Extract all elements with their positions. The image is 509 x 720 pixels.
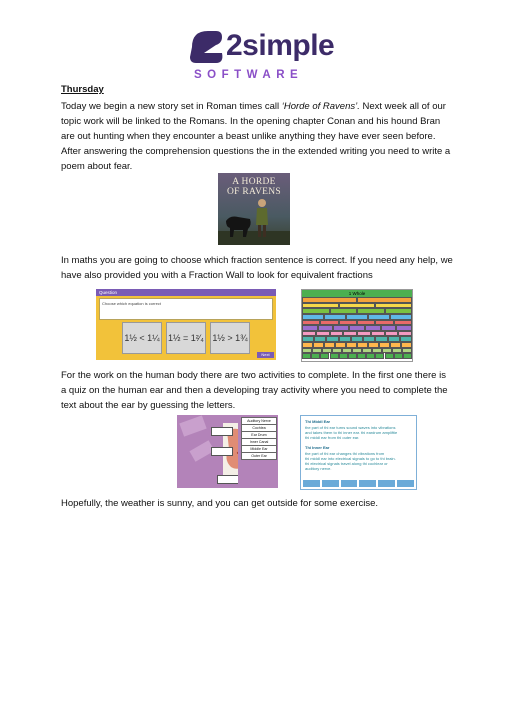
tray-button[interactable] <box>378 480 395 487</box>
logo-wordmark: 2simple <box>226 29 335 62</box>
fraction-wall-cell <box>394 353 403 359</box>
fraction-wall-cell <box>375 353 384 359</box>
ear-label-ear-drum[interactable]: Ear Drum <box>241 431 277 439</box>
fraction-wall-cell <box>357 353 366 359</box>
book-cover-title: A HORDE OF RAVENS <box>227 177 281 197</box>
tray-button[interactable] <box>397 480 414 487</box>
paragraph-story: Today we begin a new story set in Roman times call ‘Horde of Ravens’. Next week all of our topic work will be linked to the Romans. In the opening chapter Conan and his hound Bran are out hunting when they encounter a beast unlike anything they have ever seen before. After answering the comprehension questions the in the extended writing you need to write a poem about fear. <box>61 101 451 172</box>
tray-line: thi middl ear from thi outer ear. <box>305 435 360 440</box>
tray-line: Thi Inner Ear <box>305 445 330 450</box>
tray-line: the part of thi ear changes thi vibrations from <box>305 451 385 456</box>
answer-slot[interactable] <box>211 427 233 436</box>
quiz-header-label: Question <box>99 290 118 295</box>
ear-label-auditory-nerve[interactable]: Auditory Nerve <box>241 417 277 425</box>
tray-line: and takes them to thi inner ear. thi eardrum ampliftie <box>305 430 398 435</box>
paragraph-closing: Hopefully, the weather is sunny, and you can get outside for some exercise. <box>61 498 379 509</box>
fraction-wall-cell <box>320 353 329 359</box>
quiz-prompt-box <box>99 298 273 320</box>
fraction-wall-cell <box>348 353 357 359</box>
fraction-wall-cell <box>302 353 311 359</box>
tray-line: the part of thi ear turns sound waves into vibrations <box>305 425 396 430</box>
answer-slot[interactable] <box>211 447 233 456</box>
ear-label-middle-ear[interactable]: Middle Ear <box>241 445 277 453</box>
fraction-wall-cell <box>403 353 412 359</box>
developing-tray-screenshot[interactable] <box>300 415 417 490</box>
fraction-wall-cell <box>330 353 339 359</box>
quiz-prompt-text: Choose which equation is correct <box>102 301 161 306</box>
tray-line: thi electrical signals travel along thi cochlear or <box>305 461 388 466</box>
book-cover-image[interactable] <box>218 173 290 245</box>
fraction-wall-cell <box>366 353 375 359</box>
fraction-wall-header: 1 Whole <box>302 290 412 297</box>
tray-button[interactable] <box>303 480 320 487</box>
fraction-wall-cell <box>385 353 394 359</box>
page-heading: Thursday <box>61 84 104 95</box>
fraction-quiz-screenshot[interactable] <box>96 289 276 360</box>
book-illustration-icon <box>218 173 290 245</box>
tray-button[interactable] <box>341 480 358 487</box>
fraction-wall-screenshot[interactable] <box>301 289 413 362</box>
tray-line: Thi Middl Ear <box>305 419 331 424</box>
logo-subtitle: SOFTWARE <box>194 69 304 81</box>
ear-label-panel <box>238 415 278 488</box>
ear-label-outer-ear[interactable]: Outer Ear <box>241 452 277 460</box>
tray-button[interactable] <box>359 480 376 487</box>
quiz-option-3[interactable]: 1½ > 1¾ <box>210 322 250 354</box>
logo-mark-icon <box>186 27 226 67</box>
quiz-option-2[interactable]: 1½ = 1²⁄₄ <box>166 322 206 354</box>
ear-label-cochlea[interactable]: Cochlea <box>241 424 277 432</box>
logo <box>186 27 335 85</box>
fraction-wall-rows <box>302 297 412 359</box>
paragraph-maths: In maths you are going to choose which fraction sentence is correct. If you need any help, we have also provided you with a Fraction Wall to look for equivalent fractions <box>61 255 453 281</box>
fraction-wall-cell <box>311 353 320 359</box>
tray-button[interactable] <box>322 480 339 487</box>
quiz-header-bar <box>96 289 276 296</box>
paragraph-human-body: For the work on the human body there are two activities to complete. In the first one there is a quiz on the human ear and then a developing tray activity where you need to complete the text about the ear by guessing the letters. <box>61 370 448 411</box>
ear-label-inner-canal[interactable]: Inner Canal <box>241 438 277 446</box>
tray-line: thi middl ear into electrical signals to go to thi brain. <box>305 456 396 461</box>
quiz-next-button[interactable]: Next <box>257 352 274 358</box>
fraction-wall-cell <box>339 353 348 359</box>
quiz-option-1[interactable]: 1½ < 1¼ <box>122 322 162 354</box>
tray-line: auditory nerve. <box>305 466 332 471</box>
tray-toolbar <box>303 480 414 487</box>
answer-slot[interactable] <box>217 475 239 484</box>
